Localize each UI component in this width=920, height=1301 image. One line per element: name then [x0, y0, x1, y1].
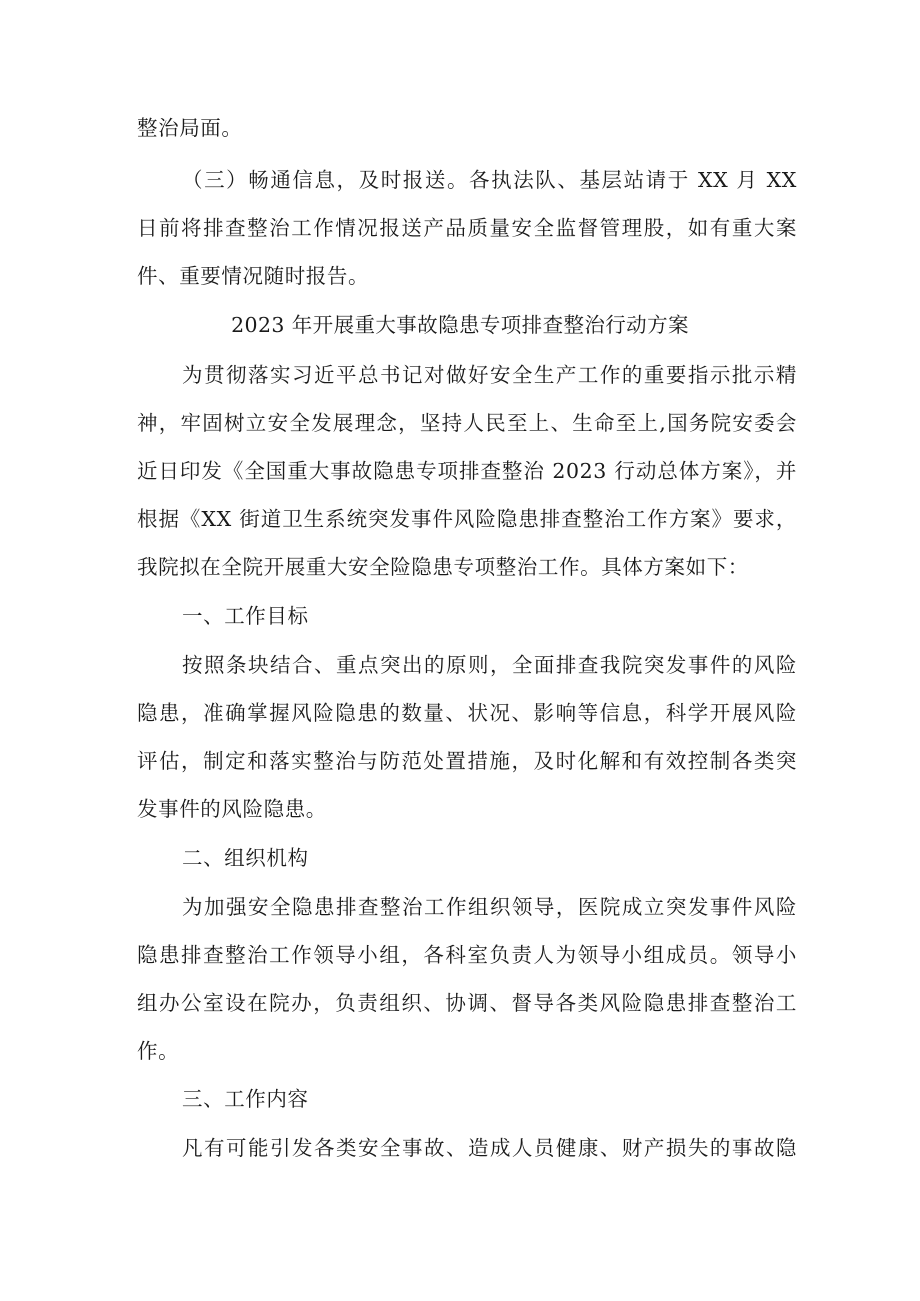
section-heading: 三、工作内容 — [182, 1087, 309, 1111]
paragraph-line: 整治局面。 — [137, 116, 243, 140]
paragraph-line: 评估，制定和落实整治与防范处置措施，及时化解和有效控制各类突 — [137, 749, 797, 773]
paragraph-line: 隐患，准确掌握风险隐患的数量、状况、影响等信息，科学开展风险 — [137, 701, 797, 725]
paragraph-line: 按照条块结合、重点突出的原则，全面排查我院突发事件的风险 — [182, 653, 797, 677]
paragraph-line: 为加强安全隐患排查整治工作组织领导，医院成立突发事件风险 — [182, 895, 797, 919]
paragraph-line: 根据《XX 街道卫生系统突发事件风险隐患排查整治工作方案》要求， — [137, 507, 797, 531]
paragraph-line: 我院拟在全院开展重大安全险隐患专项整治工作。具体方案如下： — [137, 555, 749, 579]
paragraph-line: 作。 — [137, 1039, 180, 1063]
section-heading: 一、工作目标 — [182, 604, 309, 628]
paragraph-line: 近日印发《全国重大事故隐患专项排查整治 2023 行动总体方案》，并 — [137, 459, 797, 483]
paragraph-line: （三）畅通信息，及时报送。各执法队、基层站请于 XX 月 XX — [182, 168, 797, 192]
document-title: 2023 年开展重大事故隐患专项排查整治行动方案 — [231, 313, 689, 337]
section-heading: 二、组织机构 — [182, 846, 309, 870]
paragraph-line: 件、重要情况随时报告。 — [137, 264, 370, 288]
paragraph-line: 发事件的风险隐患。 — [137, 797, 327, 821]
paragraph-line: 神，牢固树立安全发展理念，坚持人民至上、生命至上,国务院安委会 — [137, 411, 797, 435]
paragraph-line: 隐患排查整治工作领导小组，各科室负责人为领导小组成员。领导小 — [137, 943, 797, 967]
paragraph-line: 凡有可能引发各类安全事故、造成人员健康、财产损失的事故隐 — [182, 1136, 797, 1160]
paragraph-line: 日前将排查整治工作情况报送产品质量安全监督管理股，如有重大案 — [137, 216, 797, 240]
paragraph-line: 组办公室设在院办，负责组织、协调、督导各类风险隐患排查整治工 — [137, 991, 797, 1015]
paragraph-line: 为贯彻落实习近平总书记对做好安全生产工作的重要指示批示精 — [182, 363, 797, 387]
